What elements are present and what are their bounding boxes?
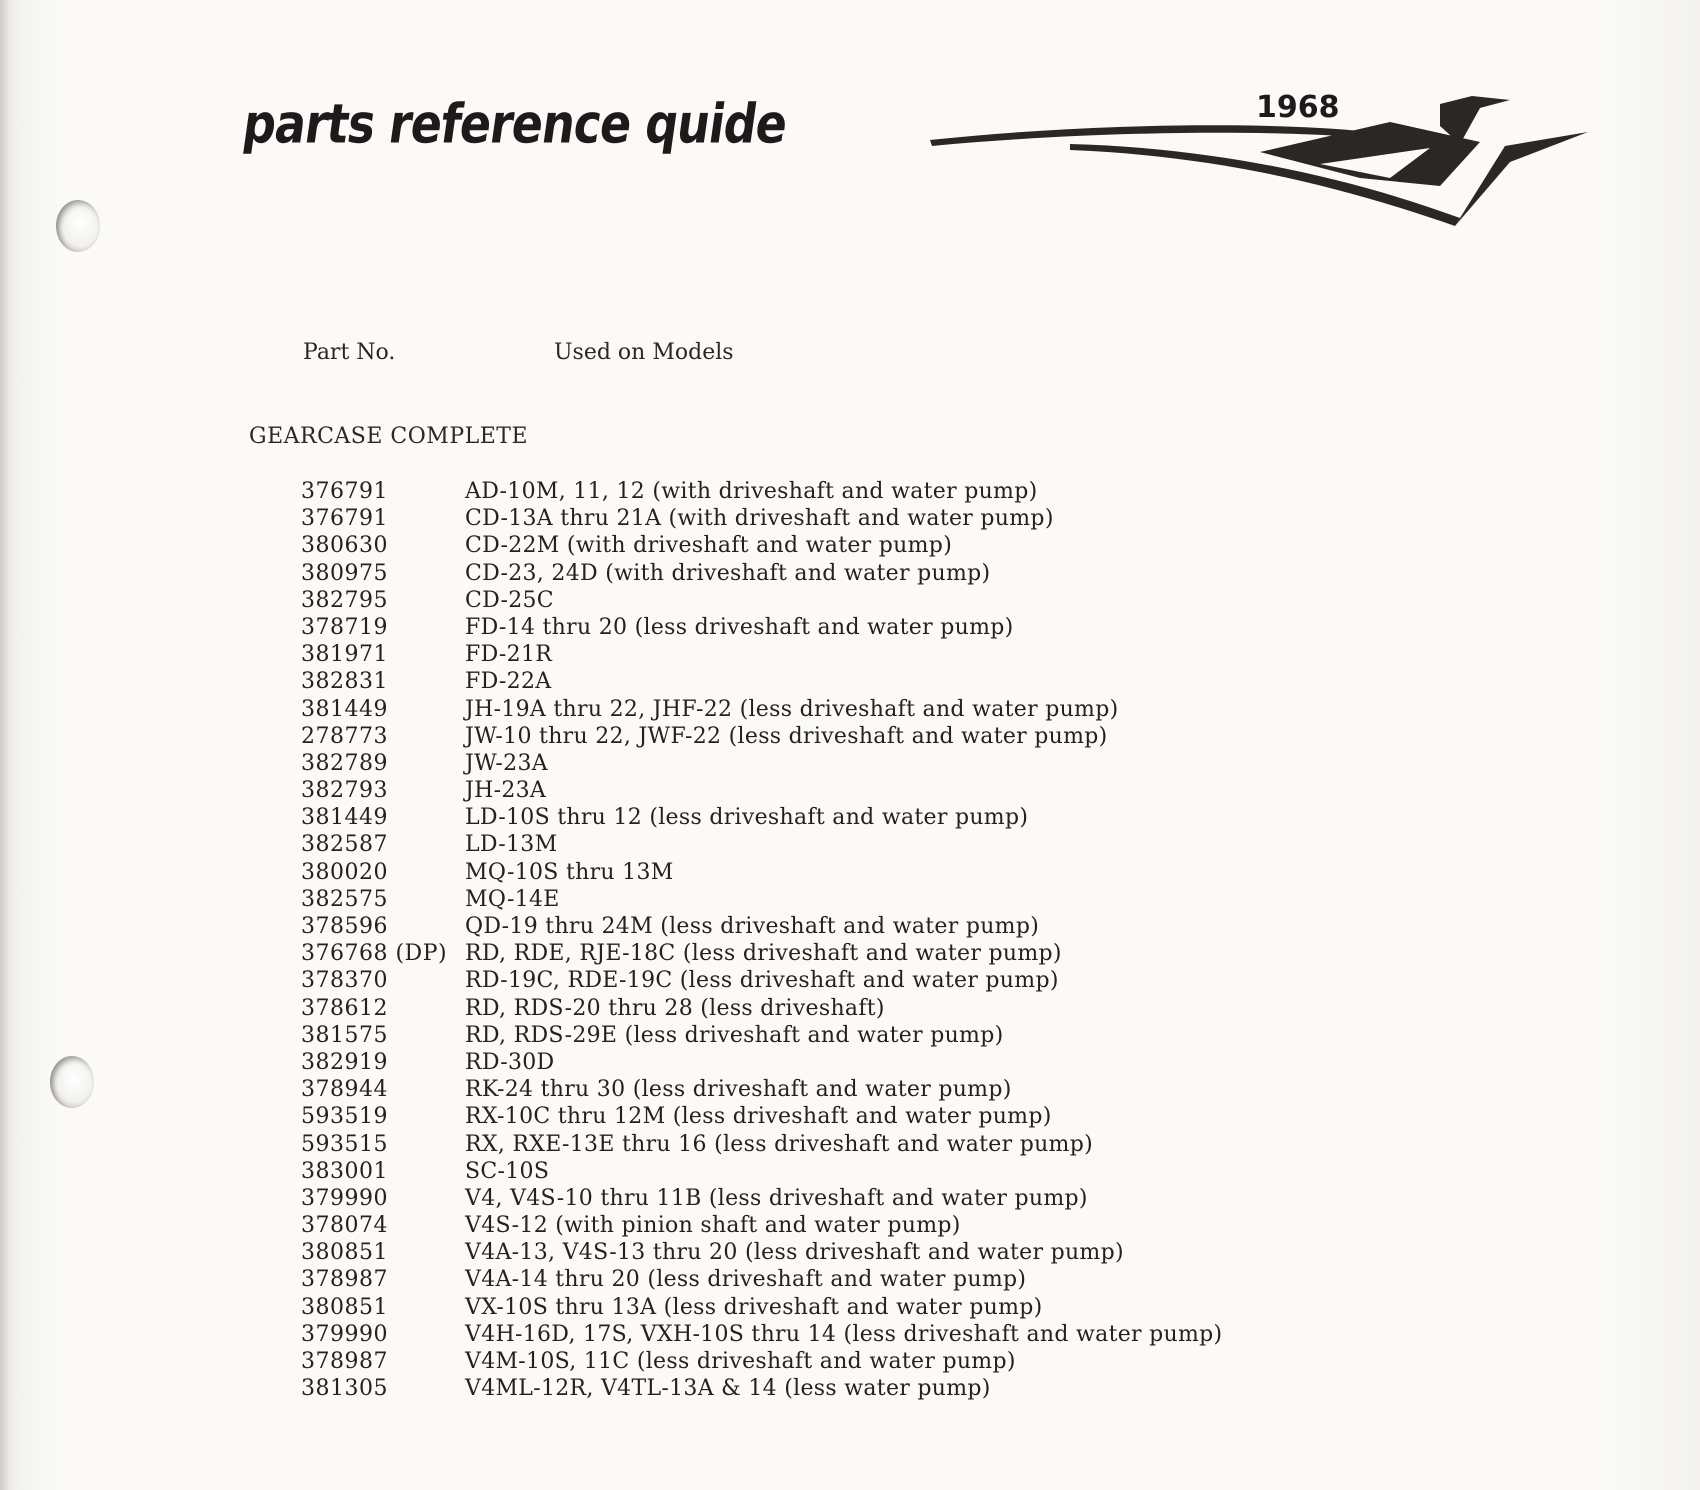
used-on-models: V4M-10S, 11C (less driveshaft and water pump) <box>465 1349 1016 1374</box>
punch-hole-top <box>56 200 100 252</box>
used-on-models: RD, RDE, RJE-18C (less driveshaft and water pump) <box>465 941 1062 967</box>
used-on-models: LD-13M <box>465 832 558 858</box>
used-on-models: RD-19C, RDE-19C (less driveshaft and water pump) <box>465 968 1059 994</box>
part-number: 379990 <box>301 1185 388 1211</box>
part-number: 381449 <box>301 805 388 831</box>
part-number: 381575 <box>301 1022 388 1048</box>
part-number: 382793 <box>301 778 388 804</box>
part-number: 382587 <box>301 832 388 858</box>
used-on-models: V4A-14 thru 20 (less driveshaft and water pump) <box>465 1267 1027 1293</box>
used-on-models: V4H-16D, 17S, VXH-10S thru 14 (less driveshaft and water pump) <box>465 1321 1223 1347</box>
part-number: 382789 <box>301 750 388 776</box>
used-on-models: V4A-13, V4S-13 thru 20 (less driveshaft and water pump) <box>465 1240 1124 1266</box>
page-edge-shadow <box>0 0 10 1490</box>
column-header-part-no: Part No. <box>303 340 396 365</box>
part-number: 380975 <box>301 560 388 586</box>
part-number: 382831 <box>301 669 388 695</box>
column-header-used-on-models: Used on Models <box>554 340 734 365</box>
part-number: 382795 <box>301 587 388 613</box>
part-number: 378987 <box>301 1267 388 1293</box>
part-number: 378370 <box>301 968 388 994</box>
used-on-models: SC-10S <box>465 1158 550 1184</box>
used-on-models: JW-23A <box>465 750 548 776</box>
used-on-models: CD-13A thru 21A (with driveshaft and water pump) <box>465 506 1054 532</box>
part-number: 376768 (DP) <box>301 941 448 967</box>
used-on-models: JH-19A thru 22, JHF-22 (less driveshaft and water pump) <box>465 696 1119 722</box>
used-on-models: RD, RDS-29E (less driveshaft and water pump) <box>465 1022 1004 1048</box>
part-number: 380851 <box>301 1240 388 1266</box>
used-on-models: JW-10 thru 22, JWF-22 (less driveshaft and water pump) <box>465 723 1108 749</box>
used-on-models: LD-10S thru 12 (less driveshaft and water pump) <box>465 805 1029 831</box>
used-on-models: RD-30D <box>465 1049 555 1075</box>
punch-hole-bottom <box>50 1056 94 1108</box>
used-on-models: QD-19 thru 24M (less driveshaft and water pump) <box>465 914 1040 939</box>
part-number: 378596 <box>301 914 388 939</box>
used-on-models: RK-24 thru 30 (less driveshaft and water pump) <box>465 1077 1012 1103</box>
part-number: 381449 <box>301 696 388 722</box>
part-number: 376791 <box>301 479 388 504</box>
part-number: 381971 <box>301 642 388 668</box>
used-on-models: FD-21R <box>465 642 553 668</box>
used-on-models: RD, RDS-20 thru 28 (less driveshaft) <box>465 995 885 1021</box>
part-number: 378719 <box>301 614 388 640</box>
part-number: 380020 <box>301 859 388 885</box>
used-on-models: V4ML-12R, V4TL-13A & 14 (less water pump) <box>465 1376 991 1402</box>
used-on-models: V4S-12 (with pinion shaft and water pump) <box>465 1213 961 1239</box>
part-number: 593519 <box>301 1104 388 1130</box>
part-number: 378612 <box>301 995 388 1021</box>
part-number: 382575 <box>301 886 388 912</box>
part-number: 378944 <box>301 1077 388 1103</box>
used-on-models: CD-23, 24D (with driveshaft and water pump) <box>465 560 991 586</box>
used-on-models: MQ-10S thru 13M <box>465 859 674 885</box>
part-number: 383001 <box>301 1158 388 1184</box>
used-on-models: RX, RXE-13E thru 16 (less driveshaft and water pump) <box>465 1131 1093 1157</box>
used-on-models: AD-10M, 11, 12 (with driveshaft and water pump) <box>465 479 1038 504</box>
section-title: GEARCASE COMPLETE <box>249 424 529 449</box>
part-number: 379990 <box>301 1321 388 1347</box>
part-number: 382919 <box>301 1049 388 1075</box>
boat-wing-logo-icon <box>920 86 1590 236</box>
used-on-models: FD-22A <box>465 669 552 695</box>
part-number: 380630 <box>301 533 388 559</box>
part-number: 378987 <box>301 1349 388 1374</box>
used-on-models: JH-23A <box>465 778 547 804</box>
year-label: 1968 <box>1256 90 1340 125</box>
part-number: 380851 <box>301 1294 388 1320</box>
used-on-models: FD-14 thru 20 (less driveshaft and water pump) <box>465 614 1014 640</box>
part-number: 593515 <box>301 1131 388 1157</box>
part-number: 378074 <box>301 1213 388 1239</box>
page-title: parts reference quide <box>239 92 791 156</box>
part-number: 381305 <box>301 1376 388 1402</box>
used-on-models: CD-22M (with driveshaft and water pump) <box>465 533 953 559</box>
part-number: 278773 <box>301 723 388 749</box>
used-on-models: VX-10S thru 13A (less driveshaft and water pump) <box>465 1294 1043 1320</box>
used-on-models: CD-25C <box>465 587 554 613</box>
used-on-models: MQ-14E <box>465 886 560 912</box>
used-on-models: V4, V4S-10 thru 11B (less driveshaft and water pump) <box>465 1185 1088 1211</box>
part-number: 376791 <box>301 506 388 532</box>
used-on-models: RX-10C thru 12M (less driveshaft and water pump) <box>465 1104 1052 1130</box>
